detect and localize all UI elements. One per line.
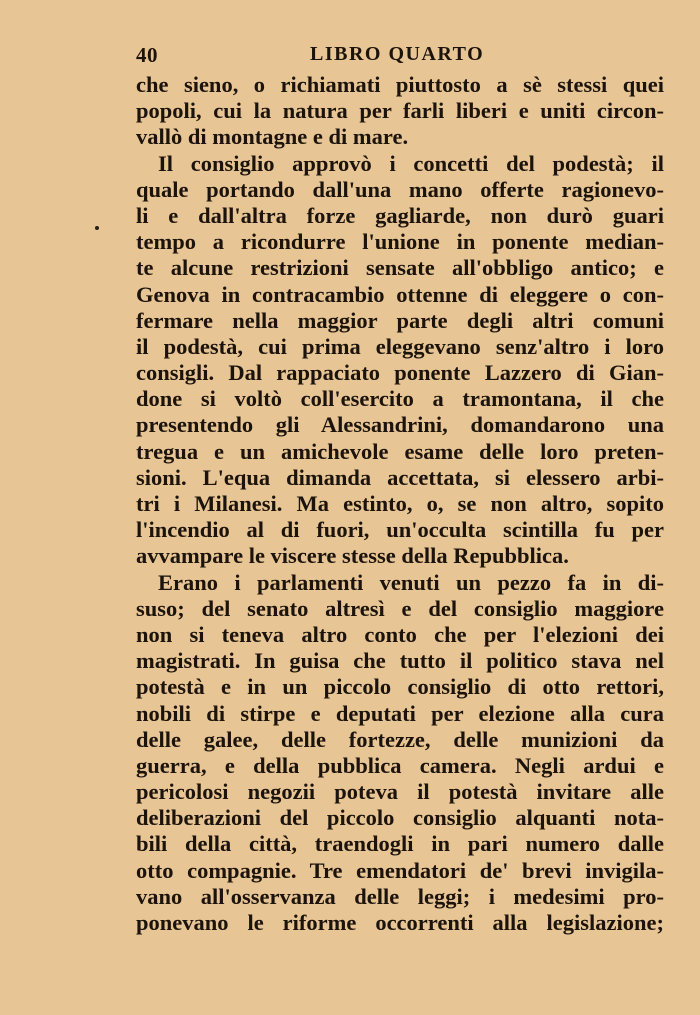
text-line: l'incendio al di fuori, un'occulta scintilla fu per <box>136 517 664 543</box>
page-number: 40 <box>136 43 158 67</box>
text-line: Genova in contracambio ottenne di eleggere o con- <box>136 281 664 307</box>
text-line: non si teneva altro conto che per l'elezioni dei <box>136 621 664 647</box>
text-line: che sieno, o richiamati piuttosto a sè stessi quei <box>136 72 664 97</box>
text-line: otto compagnie. Tre emendatori de' brevi invigila- <box>136 857 664 883</box>
text-line: tri i Milanesi. Ma estinto, o, se non altro, sopito <box>136 491 664 516</box>
text-line: quale portando dall'una mano offerte ragionevo- <box>136 176 664 202</box>
text-line: fermare nella maggior parte degli altri comuni <box>136 307 664 333</box>
text-line: deliberazioni del piccolo consiglio alquanti nota- <box>136 805 664 831</box>
text-line: suso; del senato altresì e del consiglio maggiore <box>136 595 664 621</box>
text-line: sioni. L'equa dimanda accettata, si elessero arbi- <box>136 464 664 490</box>
text-line: nobili di stirpe e deputati per elezione alla cura <box>136 700 664 726</box>
text-line: avvampare le viscere stesse della Repubblica. <box>136 543 569 569</box>
margin-mark <box>95 226 99 230</box>
text-line: vallò di montagne e di mare. <box>136 124 409 150</box>
text-line: il podestà, cui prima eleggevano senz'altro i loro <box>136 333 664 359</box>
running-head: LIBRO QUARTO <box>310 43 485 65</box>
text-line: Erano i parlamenti venuti un pezzo fa in di- <box>158 569 664 595</box>
text-line: delle galee, delle fortezze, delle munizioni da <box>136 726 664 752</box>
text-line: Il consiglio approvò i concetti del podestà; il <box>158 150 664 176</box>
text-line: potestà e in un piccolo consiglio di otto rettori, <box>136 674 664 700</box>
text-line: guerra, e della pubblica camera. Negli ardui e <box>136 752 664 778</box>
text-line: presentendo gli Alessandrini, domandarono una <box>136 412 664 438</box>
text-line: te alcune restrizioni sensate all'obbligo antico; e <box>136 255 664 281</box>
text-line: done si voltò coll'esercito a tramontana, il che <box>136 386 664 412</box>
text-line: popoli, cui la natura per farli liberi e uniti circon- <box>136 98 664 124</box>
text-line: tregua e un amichevole esame delle loro preten- <box>136 438 664 464</box>
text-line: ponevano le riforme occorrenti alla legislazione; <box>136 910 664 935</box>
text-line: tempo a ricondurre l'unione in ponente median- <box>136 229 664 255</box>
body-text <box>136 72 664 936</box>
text-line: magistrati. In guisa che tutto il politico stava nel <box>136 648 664 674</box>
text-line: bili della città, traendogli in pari numero dalle <box>136 831 664 857</box>
page-header <box>0 40 700 70</box>
text-line: pericolosi negozii poteva il potestà invitare alle <box>136 779 664 805</box>
text-line: li e dall'altra forze gagliarde, non durò guari <box>136 202 664 228</box>
text-line: vano all'osservanza delle leggi; i medesimi pro- <box>136 883 664 909</box>
text-line: consigli. Dal rappaciato ponente Lazzero di Gian- <box>136 360 664 386</box>
